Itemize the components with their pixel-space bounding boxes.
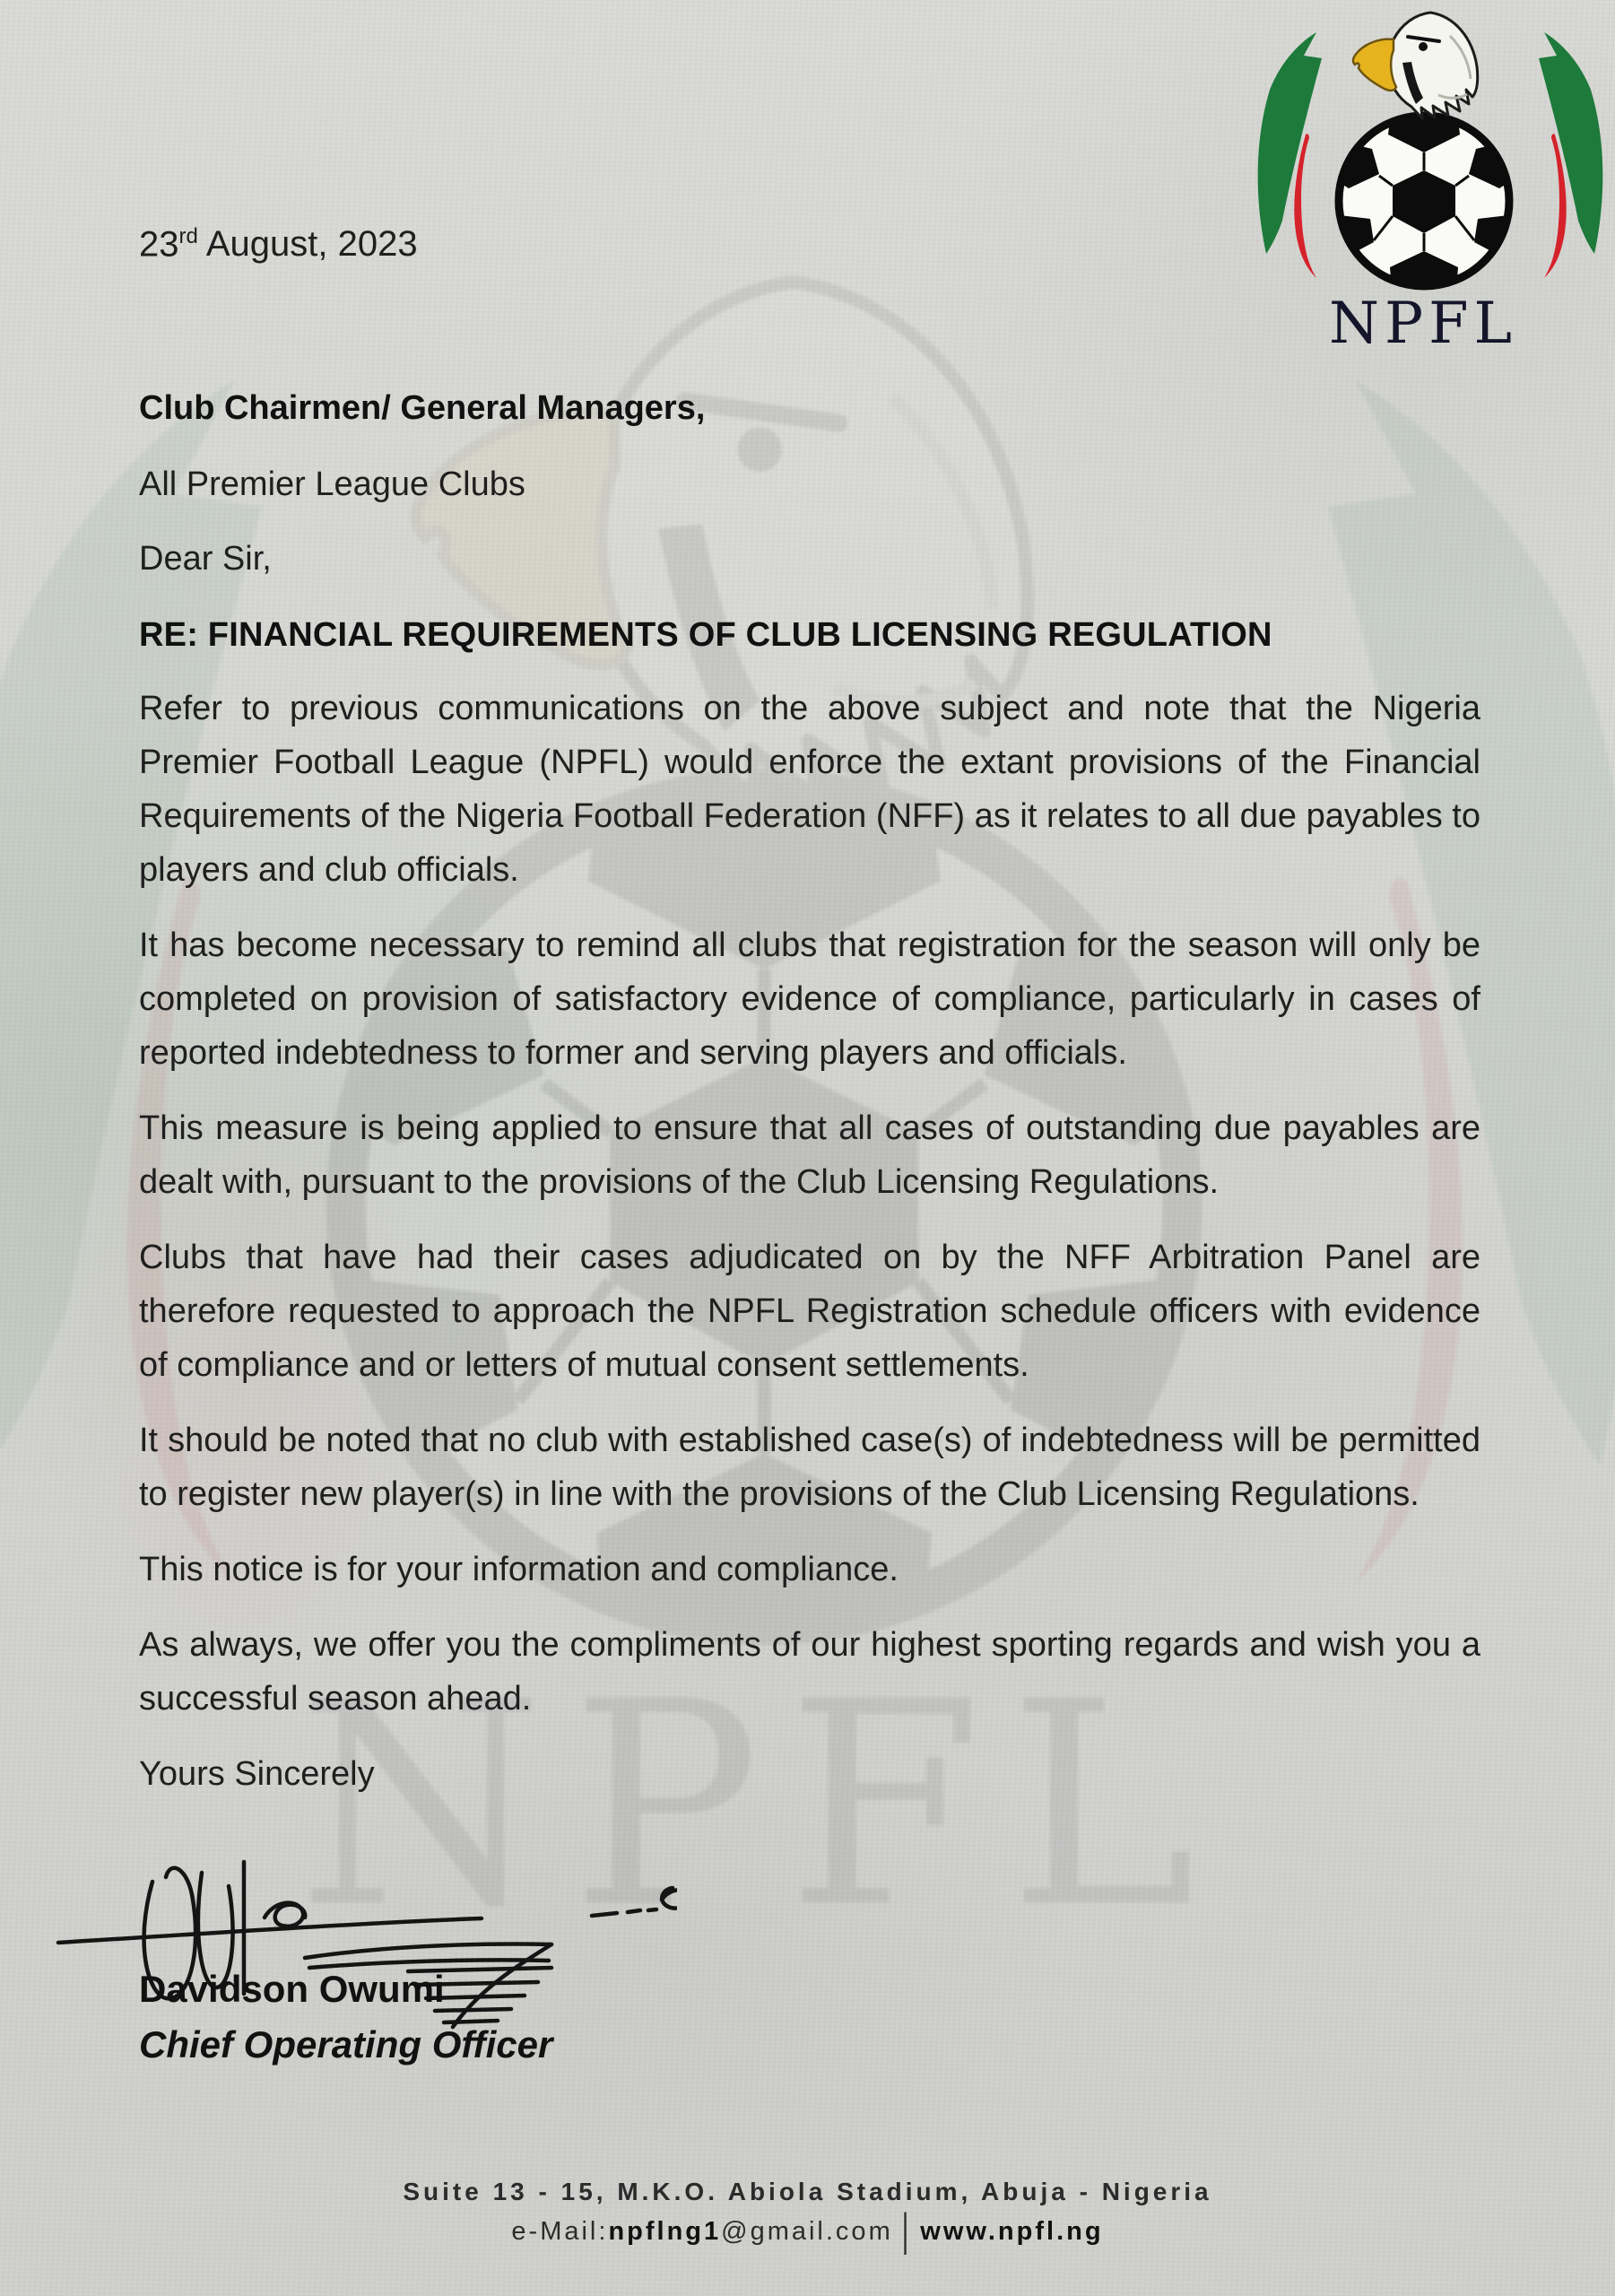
paragraph: As always, we offer you the compliments of our highest sporting regards and wish you a successful season ahead. [139,1626,1480,1718]
paragraph: Clubs that have had their cases adjudicated on by the NFF Arbitration Panel are therefore requested to approach the NPFL Registration schedule officers with evidence of compliance and or letters of mutual consent settlements. [139,1239,1480,1384]
signer-block [139,1964,552,2070]
closing: Yours Sincerely [139,1755,375,1793]
paragraph: This notice is for your information and compliance. [139,1551,899,1588]
date-rest: August, 2023 [205,224,418,265]
letter-body [139,381,1480,1801]
salutation: Dear Sir, [139,540,272,578]
paragraph: It has become necessary to remind all clubs that registration for the season will only be completed on provision of satisfactory evidence of compliance, particularly in cases of reported indebtedness to former and serving players and officials. [139,926,1480,1072]
paragraph: Refer to previous communications on the above subject and note that the Nigeria Premier Football League (NPFL) would enforce the extant provisions of the Financial Requirements of the Nigeria Football Federation (NFF) as it relates to all due payables to players and club officials. [139,690,1480,889]
footer-email-label: e-Mail: [511,2217,609,2246]
paragraph: It should be noted that no club with established case(s) of indebtedness will be permitted to register new player(s) in line with the provisions of the Club Licensing Regulations. [139,1422,1480,1513]
recipient-org: All Premier League Clubs [139,465,525,503]
npfl-crest-logo [1246,7,1614,348]
footer-website: www.npfl.ng [920,2217,1104,2246]
recipient-name: Club Chairmen/ General Managers, [139,389,706,427]
footer-email-domain: @gmail.com [721,2217,893,2246]
footer [0,2178,1615,2257]
date-day: 23 [139,224,179,265]
subject-line: RE: FINANCIAL REQUIREMENTS OF CLUB LICENSING REGULATION [139,616,1272,654]
footer-separator: | [901,2205,912,2257]
date-line [139,224,418,265]
signer-title: Chief Operating Officer [139,2023,553,2066]
footer-contact [0,2205,1615,2257]
signer-name: Davidson Owumi [139,1968,445,2010]
footer-email-user: npflng1 [608,2217,722,2246]
footer-address: Suite 13 - 15, M.K.O. Abiola Stadium, Abuja - Nigeria [403,2178,1212,2205]
date-ordinal-suffix: rd [178,224,198,248]
paragraph: This measure is being applied to ensure that all cases of outstanding due payables are dealt with, pursuant to the provisions of the Club Licensing Regulations. [139,1109,1480,1201]
